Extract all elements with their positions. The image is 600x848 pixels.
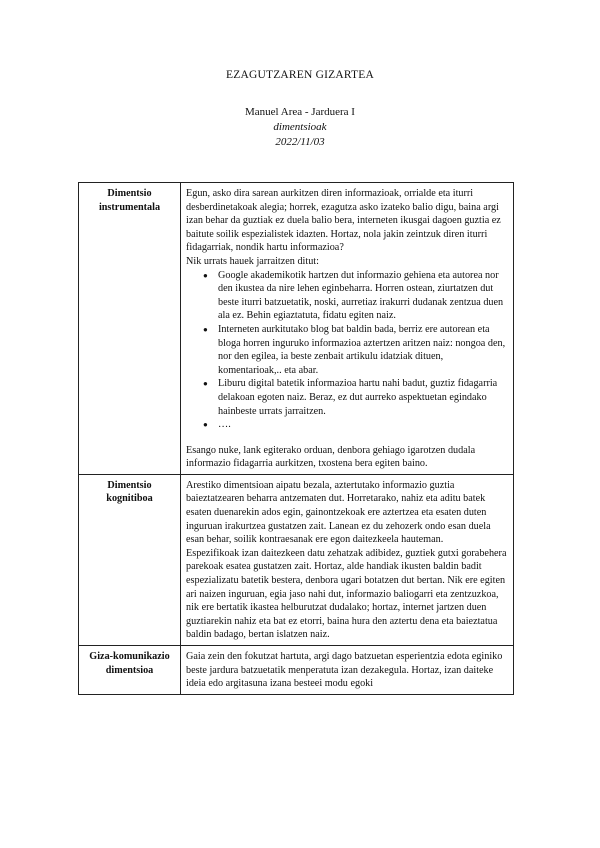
paragraph: Esango nuke, lank egiterako orduan, denbora gehiago igarotzen dudala informazio fidagarria aurkitzen, txostena bera egiten baino. (186, 444, 476, 470)
list-item: ● Google akademikotik hartzen dut informazio gehiena eta autorea nor den ikustea da nire lehen eginbeharra. Horren ostean, ziurtatzen dut beste iturri batzuetatik, noski, aurretiaz irakurri dudanak zentzua duen ala ez. Behin egiaztatuta, fidatu egiten naiz. (218, 269, 508, 323)
label-line: kognitiboa (106, 493, 153, 505)
row-content-cognitive (181, 474, 514, 645)
label-line: dimentsioa (105, 664, 154, 676)
list-item: ● …. (218, 418, 508, 432)
row-label-instrumental (79, 183, 181, 475)
table-row (79, 474, 514, 645)
document-meta (0, 105, 600, 150)
table-row (79, 646, 514, 695)
row-label-cognitive (79, 474, 181, 645)
label-line: Dimentsio (107, 479, 152, 491)
document-title: EZAGUTZAREN GIZARTEA (226, 69, 374, 81)
label-line: instrumentala (98, 201, 161, 213)
document-subtitle: dimentsioak (273, 121, 327, 133)
spacer (186, 432, 508, 444)
row-label-communication (79, 646, 181, 695)
row-content-instrumental (181, 183, 514, 475)
list-item: ● Interneten aurkitutako blog bat baldin bada, berriz ere autorean eta bloga horren inguruko informazioa aztertzen aritzen naiz: nongoa den, nor den egilea, ia beste zenbait artikulu idatziak dituen, komentarioak,.. eta abar. (218, 323, 508, 377)
paragraph: Gaia zein den fokutzat hartuta, argi dago batzuetan esperientzia edota eginiko beste jardura batzuetatik menperatuta izan dezakegula. Hortaz, izan daiteke ideia edo argitasuna izana besteei modu egoki (186, 651, 503, 690)
paragraph: Espezifikoak izan daitezkeen datu zehatzak adibidez, guztiek gutxi gorabehera parekoak esatea gustatzen zait. Hortaz, alde handiak ikusten baldin badit espezializatu batetik bestera, denbora ugari botatzen dut bertan. Nik ere egiten ari naizen inguruan, egia jaso nahi dut, informazio baliogarri eta zentzuzkoa, nik ere bertatik ikastea helburutzat dudalako; hortaz, internet jartzen duen guztiarekin nahiz eta bat ez etorri, baina hura den aztertu dena eta baieztatua baldin badago, bertan islatzen naiz. (186, 547, 507, 641)
clipped-text (186, 650, 508, 691)
paragraph: Arestiko dimentsioan aipatu bezala, aztertutako informazio guztia baieztatzearen beharra antzematen dut. Horretarako, nahiz eta aditu batek esaten duenarekin ados egin, gainontzekoak ere aztertzea eta esaten duten inguruan irakurtzea gustatzen zait. Lanean ez du zehozerk ondo esan duela esan behar, soilik kontraesanak ere egon daitezkeela hauteman. (186, 479, 491, 546)
document-date: 2022/11/03 (275, 136, 325, 148)
steps-list (186, 269, 508, 432)
table-row (79, 183, 514, 475)
list-item: ● Liburu digital batetik informazioa hartu nahi badut, guztiz fidagarria delakoan egoten naiz. Beraz, ez dut aurreko aspektuetan egindako hainbeste urrats jarraitzen. (218, 377, 508, 418)
paragraph: Nik urrats hauek jarraitzen ditut: (186, 255, 319, 267)
dimensions-table (78, 182, 514, 695)
row-content-communication (181, 646, 514, 695)
paragraph: Egun, asko dira sarean aurkitzen diren informazioak, orrialde eta iturri desberdinetakoak alegia; horrek, ezagutza asko izateko balio digu, baina argi izan behar da guztiak ez duela balio bera, interneten ikusgai dagoen guztia ez baitute soilik espezialistek idazten. Hortaz, nola jakin zeintzuk diren iturri fidagarriak, nondik hartu informazioa? (186, 188, 501, 254)
label-line: Dimentsio (107, 188, 152, 199)
author-line: Manuel Area - Jarduera I (245, 106, 355, 118)
label-line: Giza-komunikazio (89, 651, 170, 662)
